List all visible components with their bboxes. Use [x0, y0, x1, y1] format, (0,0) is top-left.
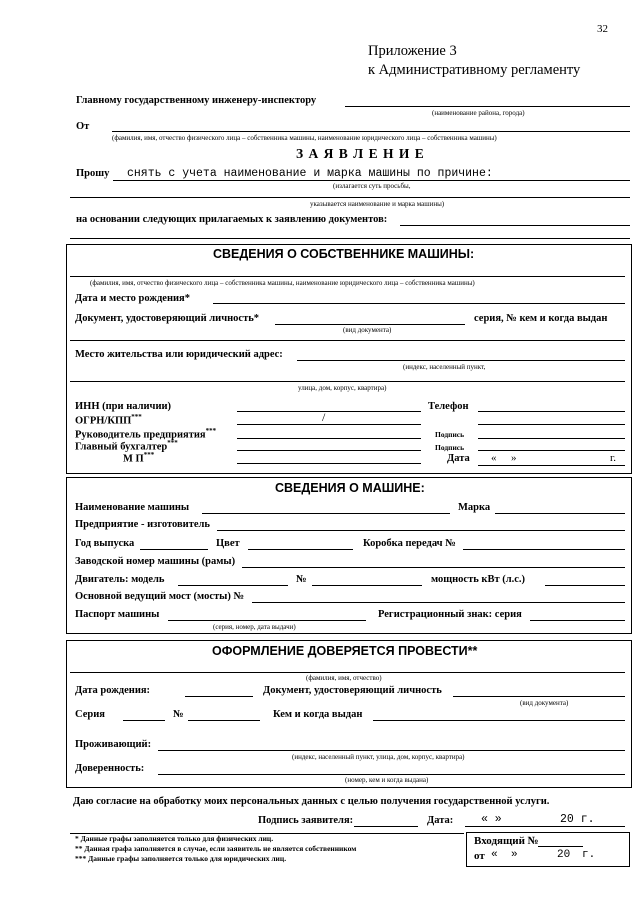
machine-passport-label: Паспорт машины: [75, 609, 160, 620]
owner-phone-label: Телефон: [428, 401, 469, 412]
owner-sign2-label: Подпись: [435, 443, 465, 452]
proxy-residing-line[interactable]: [158, 750, 625, 751]
machine-reg-line[interactable]: [530, 620, 625, 621]
incoming-label: Входящий №: [474, 835, 539, 847]
incoming-year: 20: [557, 849, 571, 861]
owner-address-line-2[interactable]: [70, 381, 625, 382]
owner-date-close: »: [511, 452, 517, 464]
proxy-poa-label: Доверенность:: [75, 763, 145, 774]
recipient-label: Главному государственному инженеру-инспектору: [76, 95, 317, 106]
owner-head-line[interactable]: [237, 438, 421, 439]
owner-accountant-label: Главный бухгалтер***: [75, 439, 178, 453]
owner-ogrn-line[interactable]: [237, 424, 421, 425]
machine-brand-line[interactable]: [495, 513, 625, 514]
owner-mp-line[interactable]: [237, 463, 421, 464]
owner-inn-label: ИНН (при наличии): [75, 401, 172, 412]
machine-power-label: мощность кВт (л.с.): [431, 574, 526, 585]
owner-doc-label: Документ, удостоверяющий личность*: [75, 313, 260, 324]
machine-engine-no-label: №: [296, 574, 307, 585]
owner-doc-line-2[interactable]: [70, 340, 625, 341]
from-line[interactable]: [112, 131, 630, 132]
signature-year-value[interactable]: 20 г.: [560, 813, 595, 826]
owner-address-caption-1: (индекс, населенный пункт,: [403, 363, 486, 371]
proxy-poa-line[interactable]: [158, 774, 625, 775]
proxy-residing-caption: (индекс, населенный пункт, улица, дом, корпус, квартира): [292, 753, 465, 761]
consent-text: Даю согласие на обработку моих персональных данных с целью получения государственной услуги.: [73, 796, 550, 807]
incoming-date-close: »: [511, 849, 518, 861]
machine-reg-label: Регистрационный знак: серия: [378, 609, 522, 620]
machine-passport-line[interactable]: [168, 620, 366, 621]
from-label: От: [76, 121, 90, 132]
machine-heading: СВЕДЕНИЯ О МАШИНЕ:: [275, 481, 425, 495]
proxy-heading: ОФОРМЛЕНИЕ ДОВЕРЯЕТСЯ ПРОВЕСТИ**: [212, 644, 478, 658]
proxy-no-line[interactable]: [188, 720, 260, 721]
owner-birth-label: Дата и место рождения*: [75, 293, 190, 304]
owner-doc-caption: (вид документа): [343, 326, 392, 334]
owner-sign1-line[interactable]: [478, 438, 625, 439]
footnote-1: * Данные графы заполняется только для физических лиц.: [75, 834, 274, 843]
proxy-name-caption: (фамилия, имя, отчество): [306, 674, 382, 682]
owner-date-label: Дата: [447, 453, 470, 464]
machine-axle-line[interactable]: [252, 602, 625, 603]
owner-address-line[interactable]: [297, 360, 625, 361]
machine-engine-label: Двигатель: модель: [75, 574, 165, 585]
request-caption-2: указывается наименование и марка машины): [310, 200, 445, 208]
incoming-g: г.: [582, 849, 596, 861]
proxy-residing-label: Проживающий:: [75, 739, 152, 750]
owner-sign1-label: Подпись: [435, 430, 465, 439]
owner-mp-label: М П***: [123, 451, 155, 465]
proxy-series-label: Серия: [75, 709, 105, 720]
owner-birth-line[interactable]: [213, 303, 625, 304]
owner-ogrn-label: ОГРН/КПП***: [75, 413, 142, 427]
request-label: Прошу: [76, 168, 110, 179]
proxy-doc-line[interactable]: [453, 696, 625, 697]
document-title: З А Я В Л Е Н И Е: [296, 146, 425, 161]
machine-year-line[interactable]: [140, 549, 208, 550]
owner-accountant-line[interactable]: [237, 450, 421, 451]
recipient-line[interactable]: [345, 106, 630, 107]
owner-doc-line[interactable]: [275, 324, 465, 325]
appendix-subtitle: к Административному регламенту: [368, 62, 581, 78]
proxy-birth-label: Дата рождения:: [75, 685, 151, 696]
machine-maker-label: Предприятие - изготовитель: [75, 519, 210, 530]
appendix-title: Приложение 3: [368, 43, 457, 59]
owner-inn-line[interactable]: [237, 411, 421, 412]
machine-power-line[interactable]: [545, 585, 625, 586]
owner-heading: СВЕДЕНИЯ О СОБСТВЕННИКЕ МАШИНЫ:: [213, 247, 475, 261]
proxy-issued-label: Кем и когда выдан: [273, 709, 363, 720]
machine-name-label: Наименование машины: [75, 502, 190, 513]
incoming-date-open: «: [491, 849, 498, 861]
request-line: [113, 180, 630, 181]
footnote-2: ** Данная графа заполняется в случае, если заявитель не является собственником: [75, 844, 357, 853]
machine-engine-no-line[interactable]: [312, 585, 422, 586]
owner-date-line[interactable]: [478, 465, 625, 466]
owner-address-label: Место жительства или юридический адрес:: [75, 349, 283, 360]
machine-serial-label: Заводской номер машины (рамы): [75, 556, 236, 567]
machine-gearbox-label: Коробка передач №: [363, 538, 456, 549]
machine-engine-line[interactable]: [178, 585, 288, 586]
owner-ogrn-slash: /: [322, 410, 326, 424]
proxy-doc-label: Документ, удостоверяющий личность: [263, 685, 442, 696]
owner-series-label: серия, № кем и когда выдан: [474, 313, 608, 324]
owner-name-line[interactable]: [70, 276, 625, 277]
machine-year-label: Год выпуска: [75, 538, 135, 549]
documents-label: на основании следующих прилагаемых к заявлению документов:: [76, 214, 388, 225]
signature-date-label: Дата:: [427, 815, 454, 826]
signature-date-value[interactable]: « »: [481, 813, 502, 826]
signature-date-line: [465, 826, 625, 827]
page-number: 32: [597, 23, 608, 35]
machine-serial-line[interactable]: [242, 567, 625, 568]
owner-head-label: Руководитель предприятия***: [75, 427, 217, 441]
owner-address-caption-2: улица, дом, корпус, квартира): [298, 384, 387, 392]
recipient-caption: (наименование района, города): [432, 109, 525, 117]
owner-phone-line[interactable]: [478, 411, 625, 412]
proxy-doc-caption: (вид документа): [520, 699, 569, 707]
request-caption-1: (излагается суть просьбы,: [333, 182, 411, 190]
machine-color-line[interactable]: [248, 549, 353, 550]
proxy-name-line[interactable]: [70, 672, 625, 673]
machine-color-label: Цвет: [216, 538, 240, 549]
owner-name-caption: (фамилия, имя, отчество физического лица – собственника машины, наименование юридического лица – собственника машины): [90, 279, 475, 287]
applicant-signature-label: Подпись заявителя:: [258, 815, 354, 826]
documents-line[interactable]: [400, 225, 630, 226]
incoming-from-label: от: [474, 850, 485, 862]
machine-maker-line[interactable]: [217, 530, 625, 531]
incoming-number-line[interactable]: [538, 846, 583, 847]
proxy-series-line[interactable]: [123, 720, 165, 721]
owner-date-open: «: [491, 452, 497, 464]
proxy-issued-line[interactable]: [373, 720, 625, 721]
machine-brand-label: Марка: [458, 502, 491, 513]
request-value[interactable]: снять с учета наименование и марка машины по причине:: [127, 167, 493, 180]
machine-axle-label: Основной ведущий мост (мосты) №: [75, 591, 245, 602]
from-caption: (фамилия, имя, отчество физического лица – собственника машины, наименование юридического лица – собственника машины): [112, 134, 497, 142]
machine-passport-caption: (серия, номер, дата выдачи): [213, 623, 296, 631]
owner-sign2-line[interactable]: [478, 450, 625, 451]
applicant-signature-line[interactable]: [354, 826, 418, 827]
proxy-poa-caption: (номер, кем и когда выдана): [345, 776, 429, 784]
footnote-3: *** Данные графы заполняется только для юридических лиц.: [75, 854, 287, 863]
owner-date-year: г.: [610, 452, 617, 464]
documents-line-2[interactable]: [70, 238, 630, 239]
proxy-no-label: №: [173, 709, 184, 720]
owner-phone-line-2[interactable]: [478, 424, 625, 425]
proxy-birth-line[interactable]: [185, 696, 253, 697]
machine-gearbox-line[interactable]: [463, 549, 625, 550]
machine-name-line[interactable]: [202, 513, 450, 514]
request-line-2[interactable]: [70, 197, 630, 198]
